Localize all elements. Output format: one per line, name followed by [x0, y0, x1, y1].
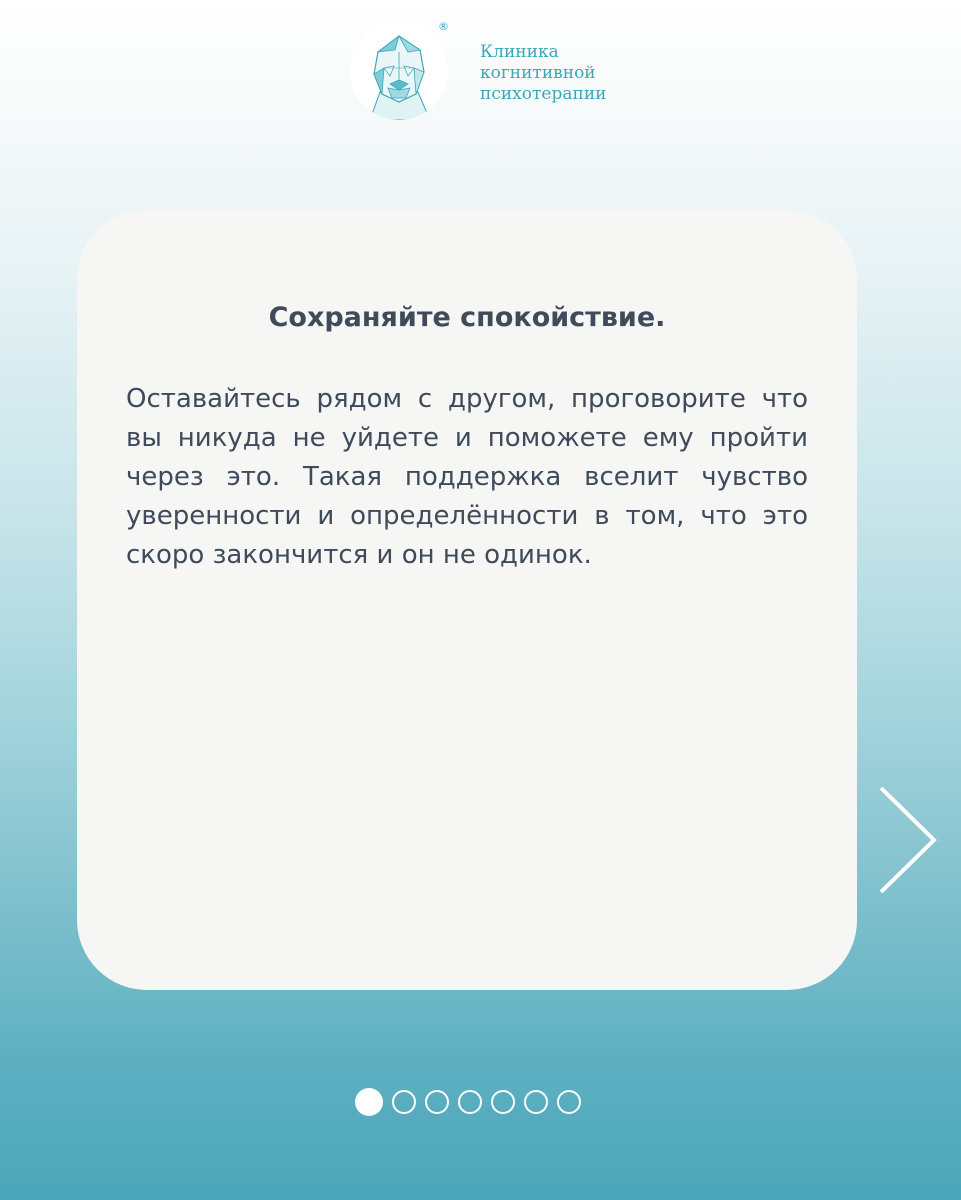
pagination-dot-1[interactable]: [355, 1088, 383, 1116]
pagination-dot-2[interactable]: [392, 1090, 416, 1114]
portrait-emblem-icon: [350, 22, 448, 120]
slide-title: Сохраняйте спокойствие.: [268, 302, 666, 333]
slide-card: [77, 210, 857, 990]
pagination-dot-6[interactable]: [524, 1090, 548, 1114]
clinic-logo: [350, 18, 620, 118]
pagination-dot-4[interactable]: [458, 1090, 482, 1114]
next-slide-button[interactable]: [872, 783, 942, 899]
pagination-dot-5[interactable]: [491, 1090, 515, 1114]
pagination-dot-7[interactable]: [557, 1090, 581, 1114]
clinic-name-line-2: когнитивной: [480, 63, 596, 83]
pagination-dot-3[interactable]: [425, 1090, 449, 1114]
registered-mark: ®: [438, 20, 449, 33]
chevron-right-icon: [872, 783, 942, 899]
clinic-name: [480, 42, 606, 105]
slide-body-text: Оставайтесь рядом с другом, проговорите что вы никуда не уйдете и поможете ему пройти через это. Такая поддержка вселит чувство уверенности и определённости в том, что это скоро закончится и он не одинок.: [126, 384, 808, 570]
clinic-name-line-1: Клиника: [480, 42, 559, 62]
slide-pagination: [355, 1090, 581, 1118]
clinic-name-line-3: психотерапии: [480, 84, 607, 104]
